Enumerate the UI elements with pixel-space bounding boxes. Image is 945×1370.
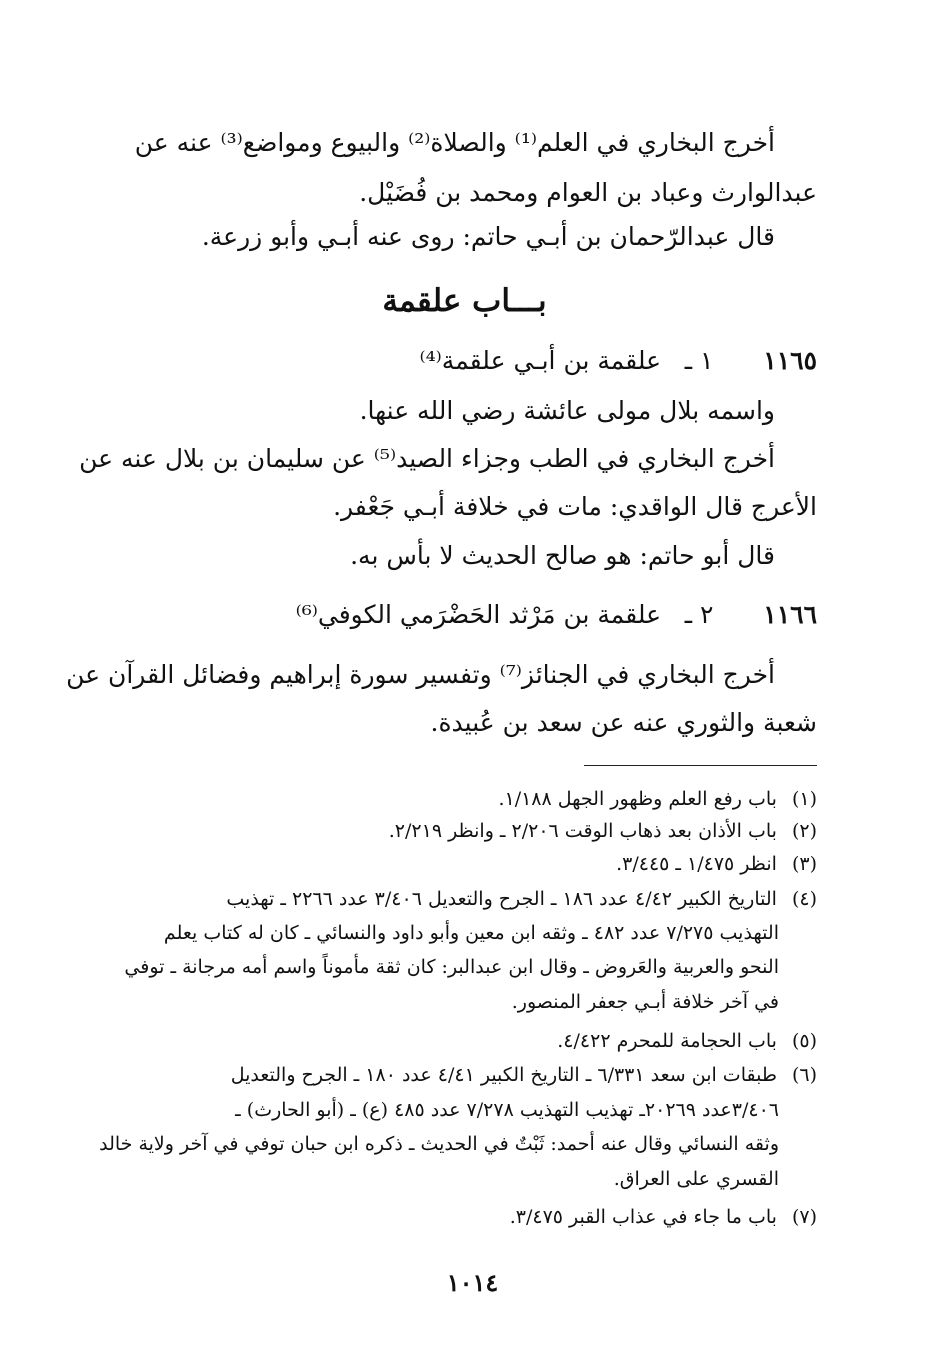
footnote-text: التاريخ الكبير ٤/٤٢ عدد ١٨٦ ـ الجرح والتعديل ٣/٤٠٦ عدد ٢٢٦٦ ـ تهذيب: [226, 888, 777, 910]
footnote-text: باب رفع العلم وظهور الجهل ١/١٨٨.: [498, 788, 777, 810]
entry-line: الأعرج قال الواقدي: مات في خلافة أبـي جَعْفر.: [333, 492, 817, 521]
section-heading: [112, 283, 817, 323]
footnote-text: باب الأذان بعد ذهاب الوقت ٢/٢٠٦ ـ وانظر ٢/٢١٩.: [388, 820, 777, 842]
entry-line: قال أبو حاتم: هو صالح الحديث لا بأس به.: [350, 541, 775, 570]
entry-index: ١ ـ: [684, 346, 714, 375]
entry-number: ١١٦٦: [763, 600, 817, 629]
entry-line: واسمه بلال مولى عائشة رضي الله عنها.: [359, 396, 775, 425]
entry-line: أخرج البخاري في الطب وجزاء الصيد⁽⁵⁾ عن سليمان بن بلال عنه عن: [79, 444, 775, 473]
footnote-5: [112, 1030, 817, 1052]
footnote-mark: (٣): [791, 853, 817, 875]
entry-line: أخرج البخاري في الجنائز⁽⁷⁾ وتفسير سورة إبراهيم وفضائل القرآن عن: [66, 660, 775, 689]
intro-line-1: أخرج البخاري في العلم⁽¹⁾ والصلاة⁽²⁾ والبيوع ومواضع⁽³⁾ عنه عن: [134, 128, 775, 157]
entry-name: علقمة بن أبـي علقمة⁽⁴⁾: [419, 346, 662, 375]
footnote-6-line-2: ٣/٤٠٦عدد ٢٠٢٦٩ـ تهذيب التهذيب ٧/٢٧٨ عدد ٤٨٥ (ع) ـ (أبو الحارث) ـ: [235, 1099, 779, 1121]
footnote-mark: (١): [791, 788, 817, 810]
entry-name: علقمة بن مَرْثد الحَضْرَمي الكوفي⁽⁶⁾: [295, 600, 662, 629]
footnote-mark: (٧): [791, 1206, 817, 1228]
footnote-2: [112, 820, 817, 842]
entry-header: [112, 600, 817, 629]
footnote-mark: (٥): [791, 1030, 817, 1052]
footnote-6-line-3: وثقه النسائي وقال عنه أحمد: ثَبْتٌ في الحديث ـ ذكره ابن حبان توفي في آخر ولاية خالد: [99, 1133, 779, 1155]
footnote-separator: [584, 765, 817, 766]
footnote-6: [112, 1064, 817, 1086]
footnote-text: انظر ١/٤٧٥ ـ ٣/٤٤٥.: [616, 853, 777, 875]
footnote-4-line-2: التهذيب ٧/٢٧٥ عدد ٤٨٢ ـ وثقه ابن معين وأبو داود والنسائي ـ كان له كتاب يعلم: [163, 922, 779, 944]
footnote-text: طبقات ابن سعد ٦/٣٣١ ـ التاريخ الكبير ٤/٤١ عدد ١٨٠ ـ الجرح والتعديل: [230, 1064, 777, 1086]
footnote-text: باب ما جاء في عذاب القبر ٣/٤٧٥.: [509, 1206, 777, 1228]
footnote-mark: (٢): [791, 820, 817, 842]
footnote-3: [112, 853, 817, 875]
entry-number: ١١٦٥: [763, 346, 817, 375]
entry-index: ٢ ـ: [684, 600, 714, 629]
footnote-mark: (٦): [791, 1064, 817, 1086]
footnote-1: [112, 788, 817, 810]
intro-line-3: قال عبدالرّحمان بن أبـي حاتم: روى عنه أبـي وأبو زرعة.: [201, 222, 775, 251]
footnote-4: [112, 888, 817, 910]
section-heading-text: بـــاب علقمة: [382, 283, 547, 319]
footnote-4-line-3: النحو والعربية والعَروض ـ وقال ابن عبدالبر: كان ثقة مأموناً واسم أمه مرجانة ـ توفي: [124, 956, 779, 978]
footnote-text: باب الحجامة للمحرم ٤/٤٢٢.: [557, 1030, 777, 1052]
footnote-mark: (٤): [791, 888, 817, 910]
intro-line-2: عبدالوارث وعباد بن العوام ومحمد بن فُضَيْل.: [359, 178, 817, 207]
entry-header: [112, 346, 817, 375]
footnote-7: [112, 1206, 817, 1228]
entry-line: شعبة والثوري عنه عن سعد بن عُبيدة.: [430, 708, 817, 737]
footnote-6-line-4: القسري على العراق.: [613, 1168, 779, 1190]
page-number: ١٠١٤: [446, 1268, 499, 1297]
footnote-4-line-4: في آخر خلافة أبـي جعفر المنصور.: [511, 991, 779, 1013]
